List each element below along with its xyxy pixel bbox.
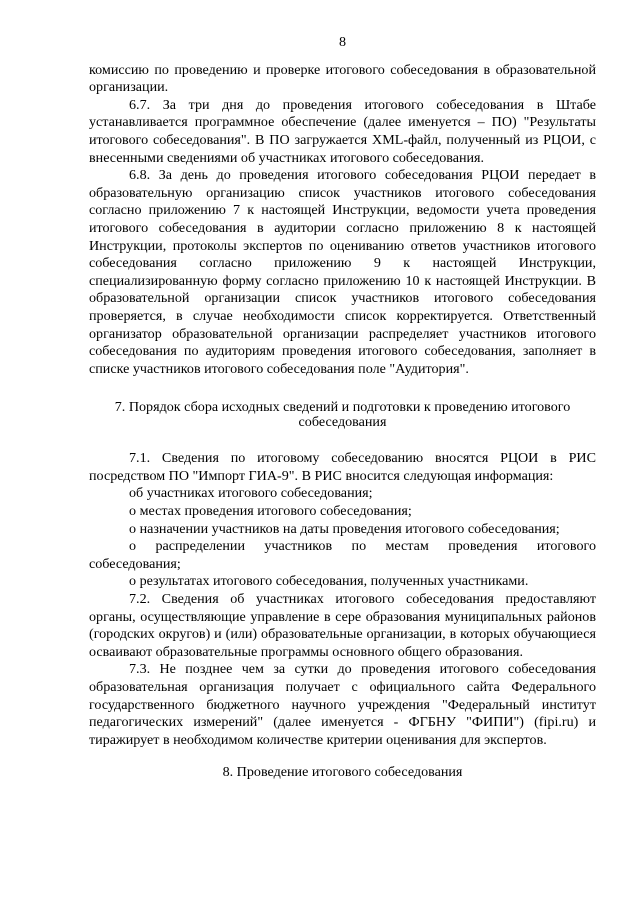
paragraph-continuation: комиссию по проведению и проверке итогового собеседования в образовательной организации.: [89, 61, 596, 96]
page-number: 8: [338, 34, 347, 50]
paragraph-7-3: 7.3. Не позднее чем за сутки до проведения итогового собеседования образовательная организация получает с официального сайта Федерального государственного бюджетного научного учреждения "Федеральный институт педагогических измерений" (далее именуется - ФГБНУ "ФИПИ") (fipi.ru) и тиражирует в необходимом количестве критерии оценивания для экспертов.: [89, 661, 596, 748]
list-item: об участниках итогового собеседования;: [129, 485, 373, 502]
section-heading-7: 7. Порядок сбора исходных сведений и подготовки к проведению итогового собеседования: [114, 399, 571, 431]
document-page: [89, 34, 596, 800]
paragraph-7-2: 7.2. Сведения об участниках итогового собеседования предоставляют органы, осуществляющие управление в сере образования муниципальных районов (городских округов) и (или) образовательные организации, в которых обучающиеся осваивают образовательные программы основного общего образования.: [89, 591, 596, 660]
list-item: о местах проведения итогового собеседования;: [129, 503, 412, 520]
paragraph-6-8: 6.8. За день до проведения итогового собеседования РЦОИ передает в образовательную организацию список участников итогового собеседования согласно приложению 7 к настоящей Инструкции, ведомости учета проведения итогового собеседования в аудитории согласно приложению 8 к настоящей Инструкции, протоколы экспертов по оцениванию ответов участников итогового собеседования согласно приложению 9 к настоящей Инструкции, специализированную форму согласно приложению 10 к настоящей Инструкции. В образовательной организации список участников итогового собеседования проверяется, в случае необходимости список корректируется. Ответственный организатор образовательной организации распределяет участников итогового собеседования по аудиториям проведения итогового собеседования, заполняет в списке участников итогового собеседования поле "Аудитория".: [89, 167, 596, 377]
list-item: о распределении участников по местам проведения итогового собеседования;: [89, 538, 596, 572]
section-heading-8: 8. Проведение итогового собеседования: [222, 764, 463, 781]
paragraph-6-7: 6.7. За три дня до проведения итогового собеседования в Штабе устанавливается программное обеспечение (далее именуется – ПО) "Результаты итогового собеседования". В ПО загружается XML-файл, полученный из РЦОИ, с внесенными сведениями об участниках итогового собеседования.: [89, 96, 596, 166]
list-item: о назначении участников на даты проведения итогового собеседования;: [129, 520, 560, 537]
paragraph-7-1: 7.1. Сведения по итоговому собеседованию вносятся РЦОИ в РИС посредством ПО "Импорт ГИА-9". В РИС вносится следующая информация:: [89, 450, 596, 484]
list-item: о результатах итогового собеседования, полученных участниками.: [129, 573, 529, 590]
